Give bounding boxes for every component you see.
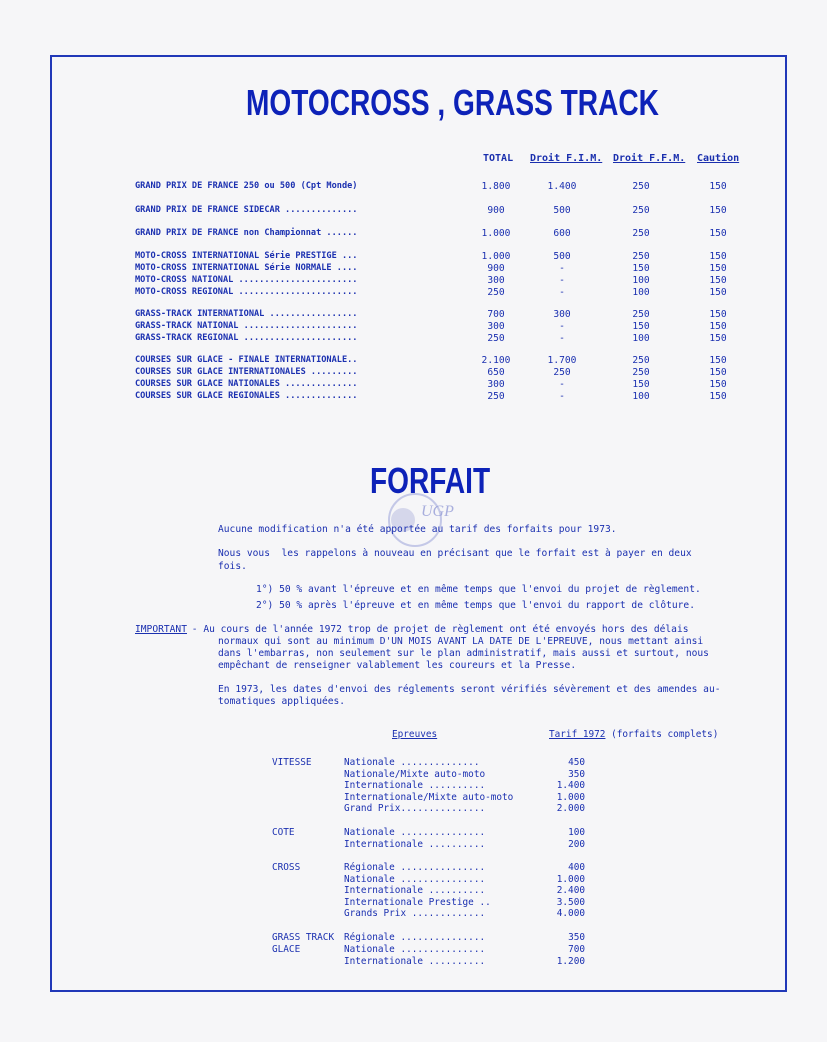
tarif-item-label: Grands Prix ............. <box>344 908 486 920</box>
table-row-label: MOTO-CROSS INTERNATIONAL Série PRESTIGE ... <box>135 251 358 261</box>
table-cell-total: 250 <box>487 287 505 298</box>
table-cell-caution: 150 <box>709 228 727 239</box>
tarif-item-label: Internationale .......... <box>344 885 486 897</box>
important-label: IMPORTANT <box>135 624 187 635</box>
tarif-group-name: GRASS TRACK <box>272 932 335 943</box>
table-row-label: COURSES SUR GLACE - FINALE INTERNATIONALE.. <box>135 355 358 365</box>
tarif-item-price: 400 <box>568 862 585 873</box>
tarif-item-label: Internationale .......... <box>344 838 486 850</box>
table-row-label: GRASS-TRACK NATIONAL ...................... <box>135 321 358 331</box>
table-cell-ffm: 250 <box>632 367 650 378</box>
tarif-item-label: Nationale/Mixte auto-moto <box>344 768 486 780</box>
table-cell-caution: 150 <box>709 205 727 216</box>
table-cell-fim: 1.400 <box>547 181 577 192</box>
tarif-item-price: 1.400 <box>556 780 585 792</box>
table-row-label: COURSES SUR GLACE INTERNATIONALES ......... <box>135 367 358 377</box>
forfait-paragraph-2a: Nous vous les rappelons à nouveau en précisant que le forfait est à payer en deux <box>218 548 692 559</box>
table-cell-caution: 150 <box>709 321 727 332</box>
ugp-stamp-logo <box>373 490 457 550</box>
table-cell-ffm: 250 <box>632 309 650 320</box>
tarif-item-price: 2.000 <box>556 803 585 815</box>
table-cell-total: 1.000 <box>481 228 511 239</box>
table-cell-ffm: 250 <box>632 205 650 216</box>
forfait-paragraph-2b: fois. <box>218 561 247 572</box>
tarif-group-name: VITESSE <box>272 757 312 768</box>
table-cell-caution: 150 <box>709 275 727 286</box>
header-caution: Caution <box>697 153 740 164</box>
table-cell-total: 300 <box>487 275 505 286</box>
header-fim: Droit F.I.M. <box>530 153 603 164</box>
tarif-group-name: GLACE <box>272 944 301 955</box>
forfait-paragraph-1: Aucune modification n'a été apportée au tarif des forfaits pour 1973. <box>218 524 617 535</box>
important-line-1: - Au cours de l'année 1972 trop de projet de règlement ont été envoyés hors des délais <box>186 624 689 635</box>
table-cell-caution: 150 <box>709 355 727 366</box>
tarif-item-label: Nationale .............. <box>344 757 480 768</box>
tarif-item-price: 700 <box>568 944 585 955</box>
table-cell-fim: 1.700 <box>547 355 577 366</box>
tarif-header-note: (forfaits complets) <box>605 729 719 740</box>
forfait-paragraph-3b: tomatiques appliquées. <box>218 696 346 707</box>
tarif-item-label: Régionale ............... <box>344 932 486 943</box>
tarif-item-price: 1.000 <box>556 873 585 885</box>
tarif-group-name: COTE <box>272 827 295 838</box>
table-cell-total: 900 <box>487 205 505 216</box>
table-cell-ffm: 250 <box>632 228 650 239</box>
table-cell-fim: - <box>559 263 565 274</box>
forfait-title: FORFAIT <box>370 460 491 501</box>
table-cell-total: 1.800 <box>481 181 511 192</box>
table-cell-ffm: 250 <box>632 251 650 262</box>
table-cell-total: 250 <box>487 333 505 344</box>
table-row-label: COURSES SUR GLACE NATIONALES .............. <box>135 379 358 389</box>
table-cell-caution: 150 <box>709 309 727 320</box>
important-line-4: empêchant de renseigner valablement les coureurs et la Presse. <box>218 660 577 671</box>
table-cell-caution: 150 <box>709 287 727 298</box>
header-ffm: Droit F.F.M. <box>613 153 686 164</box>
tarif-item-price: 4.000 <box>556 908 585 920</box>
tarif-item-price: 100 <box>568 827 585 838</box>
tarif-item-price: 200 <box>568 838 585 850</box>
table-cell-fim: 500 <box>553 205 571 216</box>
table-cell-fim: - <box>559 379 565 390</box>
table-cell-caution: 150 <box>709 181 727 192</box>
svg-text:UGP: UGP <box>421 503 454 520</box>
table-cell-caution: 150 <box>709 391 727 402</box>
table-cell-ffm: 150 <box>632 379 650 390</box>
table-row-label: MOTO-CROSS REGIONAL ....................... <box>135 287 358 297</box>
tarif-item-label: Internationale/Mixte auto-moto <box>344 791 514 803</box>
forfait-item-2: 2°) 50 % après l'épreuve et en même temps que l'envoi du rapport de clôture. <box>256 600 695 611</box>
tarif-item-price: 1.000 <box>556 791 585 803</box>
tarif-item-price: 3.500 <box>556 896 585 908</box>
table-cell-fim: - <box>559 287 565 298</box>
table-cell-caution: 150 <box>709 333 727 344</box>
table-row-label: GRASS-TRACK INTERNATIONAL ................. <box>135 309 358 319</box>
tarif-item-price: 1.200 <box>556 955 585 967</box>
table-row-label: GRAND PRIX DE FRANCE SIDECAR .............. <box>135 205 358 215</box>
tarif-item-label: Grand Prix............... <box>344 803 486 815</box>
table-cell-ffm: 100 <box>632 275 650 286</box>
table-cell-total: 250 <box>487 391 505 402</box>
important-line-2: normaux qui sont au minimum D'UN MOIS AVANT LA DATE DE L'EPREUVE, nous mettant ainsi <box>218 636 704 647</box>
tarif-item-price: 350 <box>568 932 585 943</box>
table-cell-ffm: 100 <box>632 287 650 298</box>
table-cell-total: 1.000 <box>481 251 511 262</box>
header-total: TOTAL <box>483 153 514 164</box>
table-cell-fim: 250 <box>553 367 571 378</box>
epreuves-header: Epreuves <box>392 729 438 740</box>
tarif-item-price: 350 <box>568 768 585 780</box>
table-row-label: GRAND PRIX DE FRANCE 250 ou 500 (Cpt Monde) <box>135 181 358 191</box>
table-cell-caution: 150 <box>709 263 727 274</box>
table-cell-total: 300 <box>487 321 505 332</box>
tarif-group-name: CROSS <box>272 862 301 873</box>
forfait-paragraph-3a: En 1973, les dates d'envoi des réglements seront vérifiés sévèrement et des amendes au- <box>218 684 721 695</box>
table-cell-fim: - <box>559 275 565 286</box>
tarif-header-label: Tarif 1972 <box>549 729 606 740</box>
table-cell-fim: - <box>559 321 565 332</box>
table-cell-fim: 500 <box>553 251 571 262</box>
table-cell-caution: 150 <box>709 251 727 262</box>
tarif-item-label: Internationale .......... <box>344 780 486 792</box>
tarif-item-label: Internationale .......... <box>344 955 486 967</box>
table-cell-ffm: 250 <box>632 355 650 366</box>
table-cell-fim: - <box>559 391 565 402</box>
tarif-item-label: Nationale ............... <box>344 827 486 838</box>
table-cell-ffm: 150 <box>632 321 650 332</box>
table-cell-total: 700 <box>487 309 505 320</box>
page-title: MOTOCROSS , GRASS TRACK <box>246 82 659 123</box>
table-cell-total: 300 <box>487 379 505 390</box>
table-cell-caution: 150 <box>709 367 727 378</box>
tarif-item-label: Nationale ............... <box>344 944 486 955</box>
table-cell-ffm: 100 <box>632 391 650 402</box>
important-line-3: dans l'embarras, non seulement sur le plan administratif, mais aussi et surtout, nous <box>218 648 709 659</box>
tarif-item-price: 2.400 <box>556 885 585 897</box>
table-cell-total: 900 <box>487 263 505 274</box>
table-row-label: GRASS-TRACK REGIONAL ...................... <box>135 333 358 343</box>
table-row-label: MOTO-CROSS INTERNATIONAL Série NORMALE .... <box>135 263 358 273</box>
table-cell-ffm: 100 <box>632 333 650 344</box>
forfait-item-1: 1°) 50 % avant l'épreuve et en même temps que l'envoi du projet de règlement. <box>256 584 701 595</box>
table-row-label: GRAND PRIX DE FRANCE non Championnat ...... <box>135 228 358 238</box>
tarif-header <box>549 729 718 740</box>
tarif-item-price: 450 <box>568 757 585 768</box>
table-row-label: COURSES SUR GLACE REGIONALES .............. <box>135 391 358 401</box>
tarif-item-label: Régionale ............... <box>344 862 486 873</box>
tarif-item-label: Internationale Prestige .. <box>344 896 491 908</box>
table-cell-total: 650 <box>487 367 505 378</box>
tarif-item-label: Nationale ............... <box>344 873 486 885</box>
table-cell-fim: 300 <box>553 309 571 320</box>
table-cell-fim: 600 <box>553 228 571 239</box>
table-row-label: MOTO-CROSS NATIONAL ....................... <box>135 275 358 285</box>
table-cell-caution: 150 <box>709 379 727 390</box>
table-cell-ffm: 150 <box>632 263 650 274</box>
table-cell-fim: - <box>559 333 565 344</box>
table-cell-ffm: 250 <box>632 181 650 192</box>
table-cell-total: 2.100 <box>481 355 511 366</box>
